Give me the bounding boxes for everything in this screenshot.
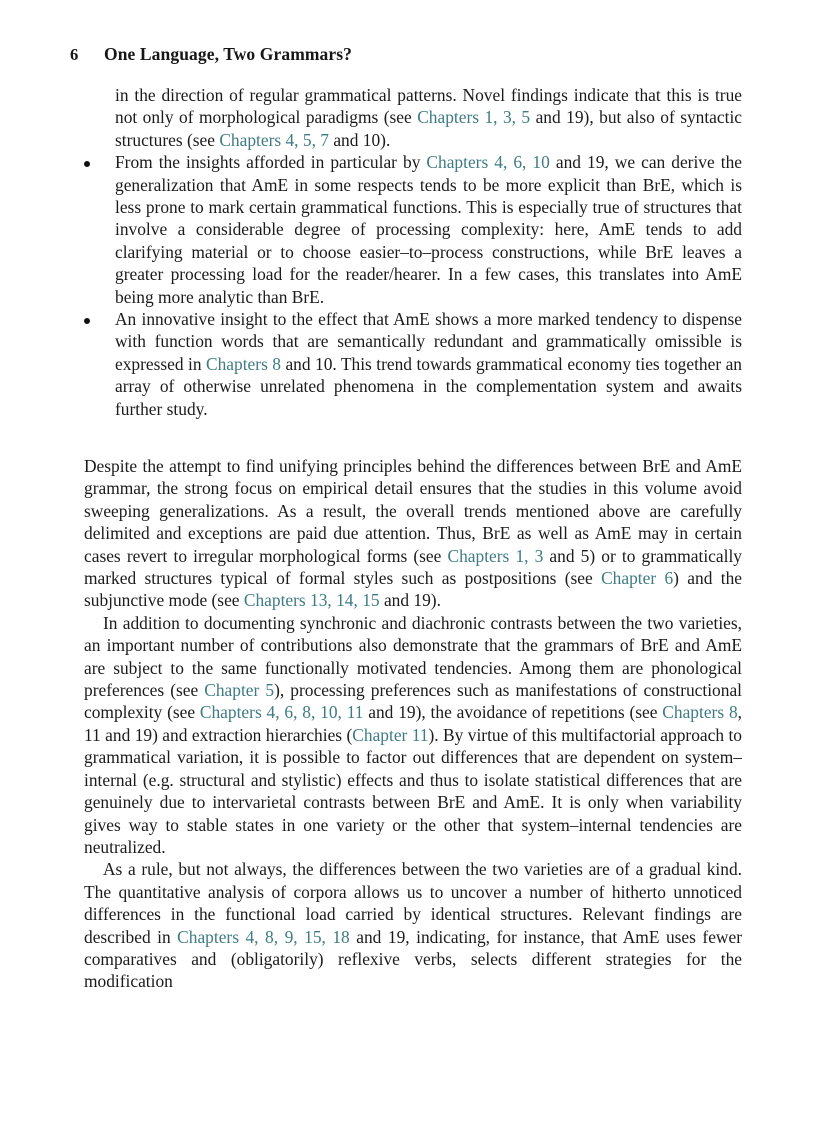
bullet-item-body xyxy=(115,85,742,150)
bullet-text-run: and 19), but also of syntactic structures (see xyxy=(115,107,742,150)
paragraph-chapter-link[interactable]: Chapter 5 xyxy=(204,680,275,701)
paragraph-text-run: ), processing preferences such as manifestations of constructional complexity (see xyxy=(84,680,743,723)
bullet-text-run: and 10). xyxy=(328,129,391,150)
bullet-list-continuation xyxy=(84,84,742,151)
paragraph-text-run: and 5) or to grammatically marked structures typical of formal styles such as postpositions (see xyxy=(84,545,742,589)
bullet-chapter-link[interactable]: Chapters 4, 6, 10 xyxy=(426,152,550,173)
bullet-text-run: An innovative insight to the effect that AmE shows a more marked tendency to dispense with function words that are semantically redundant and grammatically omissible is expressed in xyxy=(115,309,742,374)
paragraph-text-run: ) and the subjunctive mode (see xyxy=(84,568,742,611)
running-head-title: One Language, Two Grammars? xyxy=(104,44,353,64)
bullet-text-run: in the direction of regular grammatical patterns. Novel findings indicate that this is true not only of morphological paradigms (see xyxy=(115,85,742,128)
paragraph-chapter-link[interactable]: Chapters 8 xyxy=(662,702,738,723)
bullet-list-item xyxy=(84,151,742,308)
bullet-chapter-link[interactable]: Chapters 4, 5, 7 xyxy=(219,129,329,150)
bullet-list xyxy=(84,84,742,420)
paragraph-text-run: As a rule, but not always, the differences between the two varieties are of a gradual kind. The quantitative analysis of corpora allows us to uncover a number of hitherto unnoticed differences in the functional load carried by identical structures. Relevant findings are described in xyxy=(84,859,742,947)
bullet-chapter-link[interactable]: Chapters 8 xyxy=(206,353,281,374)
paragraph-chapter-link[interactable]: Chapter 6 xyxy=(601,568,674,589)
bullet-item-body xyxy=(115,309,742,419)
paragraph-text-run: and 19). xyxy=(379,590,441,611)
paragraph-chapter-link[interactable]: Chapter 11 xyxy=(352,724,429,745)
bullet-list-item xyxy=(84,308,742,420)
paragraph-text-run: Despite the attempt to find unifying principles behind the differences between BrE and AmE grammar, the strong focus on empirical detail ensures that the studies in this volume avoid sweeping generalizations. As a result, the overall trends mentioned above are carefully delimited and exceptions are paid due attention. Thus, BrE as well as AmE may in certain cases revert to irregular morphological forms (see xyxy=(84,456,742,566)
running-head xyxy=(70,44,746,65)
bullet-chapter-link[interactable]: Chapters 1, 3, 5 xyxy=(417,107,531,128)
bullet-dot-icon xyxy=(84,318,90,324)
bullet-text-run: and 10. This trend towards grammatical economy ties together an array of otherwise unrelated phenomena in the complementation system and awaits further study. xyxy=(115,353,742,419)
bullet-list-region xyxy=(84,84,742,420)
bullet-dot-icon xyxy=(84,161,90,167)
body-paragraphs xyxy=(84,455,742,993)
page-folio-number: 6 xyxy=(70,45,79,64)
paragraph-chapter-link[interactable]: Chapters 4, 6, 8, 10, 11 xyxy=(199,702,364,723)
paragraph-text-run: In addition to documenting synchronic and diachronic contrasts between the two varieties, an important number of contributions also demonstrate that the grammars of BrE and AmE are subject to the same functionally motivated tendencies. Among them are phonological preferences (see xyxy=(84,612,742,701)
bullet-item-body xyxy=(115,152,742,306)
paragraph-chapter-link[interactable]: Chapters 4, 8, 9, 15, 18 xyxy=(177,926,350,947)
paragraph-text-run: ). By virtue of this multifactorial approach to grammatical variation, it is possible to factor out differences that are dependent on system–internal (e.g. structural and stylistic) effects and thus to isolate statistical differences that are genuinely due to intervarietal contrasts between BrE and AmE. It is only when variability gives way to stable states in one variety or the other that system–internal tendencies are neutralized. xyxy=(84,724,742,857)
body-paragraph xyxy=(84,455,742,612)
body-paragraph xyxy=(84,858,742,992)
paragraph-chapter-link[interactable]: Chapters 1, 3 xyxy=(447,545,544,566)
bullet-text-run: and 19, we can derive the generalization that AmE in some respects tends to be more explicit than BrE, which is less prone to mark certain grammatical functions. This is especially true of structures that involve a considerable degree of processing complexity: here, AmE tends to add clarifying material or to choose easier–to–process constructions, while BrE leaves a greater processing load for the reader/hearer. In a few cases, this translates into AmE being more analytic than BrE. xyxy=(115,152,742,307)
paragraph-chapter-link[interactable]: Chapters 13, 14, 15 xyxy=(243,590,380,611)
paragraph-text-run: , 11 and 19) and extraction hierarchies ( xyxy=(84,702,742,745)
paragraph-text-run: and 19, indicating, for instance, that AmE uses fewer comparatives and (obligatorily) reflexive verbs, selects different strategies for the modification xyxy=(84,926,742,992)
bullet-text-run: From the insights afforded in particular by xyxy=(115,152,427,173)
body-paragraph xyxy=(84,612,742,858)
paragraph-text-run: and 19), the avoidance of repetitions (see xyxy=(363,702,663,723)
